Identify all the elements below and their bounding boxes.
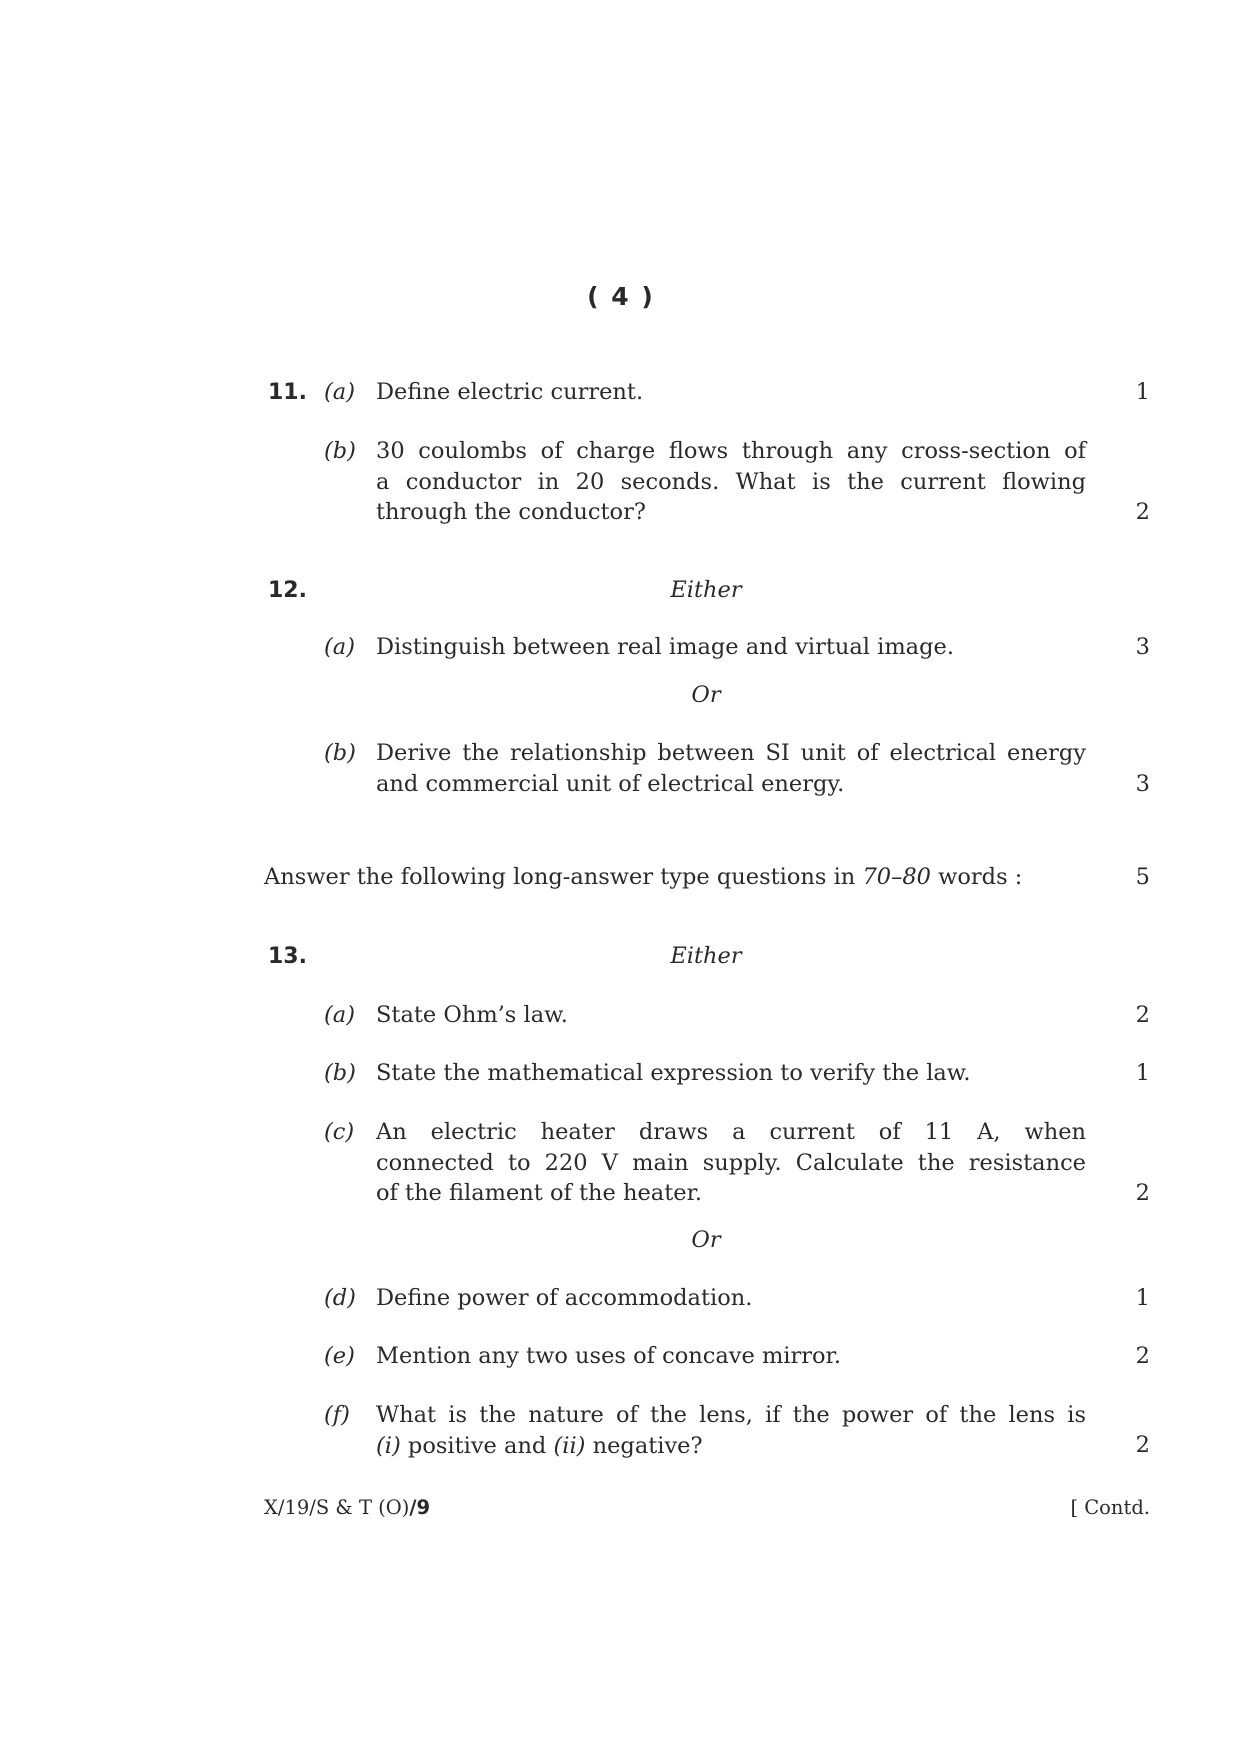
either-label: Either (670, 577, 742, 603)
part-label: (c) (324, 1119, 355, 1145)
continued-label: [ Contd. (1070, 1496, 1150, 1519)
marks: 2 (1135, 1343, 1150, 1369)
page-number: ( 4 ) (587, 282, 655, 311)
part-label: (b) (324, 740, 356, 766)
marks: 2 (1135, 1002, 1150, 1028)
part-text: Define electric current. (376, 379, 644, 405)
paper-code: X/19/S & T (O)/9 (264, 1496, 431, 1519)
part-label: (a) (324, 634, 355, 660)
marks: 5 (1135, 864, 1150, 890)
marks: 2 (1135, 1432, 1150, 1458)
part-text: 30 coulombs of charge flows through any cross-section of a conductor in 20 seconds. What is the current flowing through the conductor? (376, 438, 1086, 525)
marks: 2 (1135, 1180, 1150, 1206)
part-text: State the mathematical expression to verify the law. (376, 1060, 971, 1086)
part-text: State Ohm’s law. (376, 1002, 568, 1028)
marks: 1 (1135, 1060, 1150, 1086)
part-text: What is the nature of the lens, if the power of the lens is (i) positive and (ii) negative? (376, 1402, 1086, 1459)
part-text: An electric heater draws a current of 11 A, when connected to 220 V main supply. Calculate the resistance of the filament of the heater. (376, 1119, 1086, 1206)
part-text: Mention any two uses of concave mirror. (376, 1343, 841, 1369)
question-number: 11. (268, 380, 307, 405)
question-number: 12. (268, 578, 307, 603)
or-label: Or (691, 682, 721, 708)
part-label: (d) (324, 1285, 356, 1311)
question-number: 13. (268, 944, 307, 969)
part-label: (b) (324, 438, 356, 464)
section-instruction: Answer the following long-answer type questions in 70–80 words : (264, 864, 1023, 890)
part-text: Distinguish between real image and virtual image. (376, 634, 954, 660)
or-label: Or (691, 1227, 721, 1253)
marks: 2 (1135, 499, 1150, 525)
marks: 3 (1135, 771, 1150, 797)
part-text: Derive the relationship between SI unit of electrical energy and commercial unit of electrical energy. (376, 740, 1086, 797)
part-label: (b) (324, 1060, 356, 1086)
marks: 1 (1135, 1285, 1150, 1311)
part-label: (e) (324, 1343, 355, 1369)
marks: 3 (1135, 634, 1150, 660)
part-label: (f) (324, 1402, 350, 1428)
part-text: Define power of accommodation. (376, 1285, 753, 1311)
part-label: (a) (324, 1002, 355, 1028)
marks: 1 (1135, 379, 1150, 405)
either-label: Either (670, 943, 742, 969)
part-label: (a) (324, 379, 355, 405)
